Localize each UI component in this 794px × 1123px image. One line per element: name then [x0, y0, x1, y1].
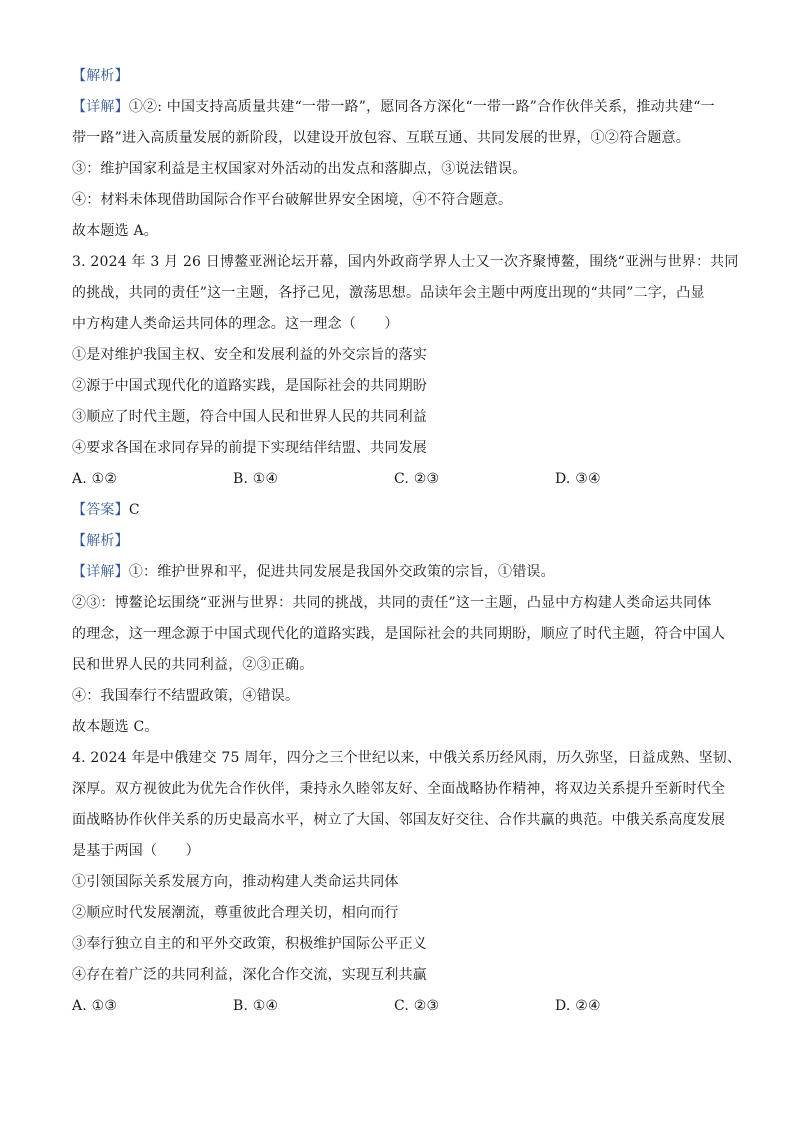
q2-detail-line: 带一路”进入高质量发展的新阶段，以建设开放包容、互联互通、共同发展的世界，①②符合题意。 — [72, 130, 690, 146]
q3-answer — [72, 495, 724, 526]
document-page — [72, 61, 742, 1022]
q4-statement: ③奉行独立自主的和平外交政策，积极维护国际公平正义 — [72, 936, 427, 952]
q3-detail-line — [72, 557, 724, 588]
q3-stem-line: 3. 2024 年 3 月 26 日博鳌亚洲论坛开幕，国内外政商学界人士又一次齐聚博鳌，围绕“亚洲与世界：共同 — [72, 254, 739, 270]
q3-answer-value: C — [128, 502, 140, 518]
q2-detail-text: ①②: 中国支持高质量共建“一带一路”，愿同各方深化“一带一路”合作伙伴关系，推动共建“一 — [128, 99, 715, 115]
q4-stem-line: 深厚。双方视彼此为优先合作伙伴，秉持永久睦邻友好、全面战略协作精神，将双边关系提升至新时代全 — [72, 781, 726, 797]
q4-stem-line: 面战略协作伙伴关系的历史最高水平，树立了大国、邻国友好交往、合作共赢的典范。中俄关系高度发展 — [72, 812, 726, 828]
q3-detail-line: ④：我国奉行不结盟政策，④错误。 — [72, 688, 300, 704]
q2-detail-line — [72, 92, 724, 123]
q3-detail-line: 民和世界人民的共同利益，②③正确。 — [72, 657, 314, 673]
q4-statement: ①引领国际关系发展方向，推动构建人类命运共同体 — [72, 874, 399, 890]
q4-option-c: C. ②③ — [394, 998, 440, 1014]
q3-option-d: D. ③④ — [555, 471, 601, 487]
q3-option-b: B. ①④ — [233, 471, 279, 487]
q3-option-c: C. ②③ — [394, 471, 440, 487]
q2-analysis-header: 【解析】 — [72, 68, 129, 84]
q2-detail-line: ③：维护国家利益是主权国家对外活动的出发点和落脚点，③说法错误。 — [72, 161, 527, 177]
q3-detail-line: 的理念，这一理念源于中国式现代化的道路实践，是国际社会的共同期盼，顺应了时代主题，符合中国人 — [72, 626, 726, 642]
q3-detail-tag: 【详解】 — [72, 564, 129, 580]
q4-option-a: A. ①③ — [72, 998, 118, 1014]
q3-statement: ③顺应了时代主题，符合中国人民和世界人民的共同利益 — [72, 409, 427, 425]
q3-detail-text: ①：维护世界和平，促进共同发展是我国外交政策的宗旨，①错误。 — [128, 564, 555, 580]
q3-statement: ②源于中国式现代化的道路实践，是国际社会的共同期盼 — [72, 378, 427, 394]
q4-option-b: B. ①④ — [233, 998, 279, 1014]
q2-detail-line: ④：材料未体现借助国际合作平台破解世界安全困境，④不符合题意。 — [72, 192, 513, 208]
q4-stem-line: 是基于两国（ ） — [72, 843, 200, 859]
q3-conclusion: 故本题选 C。 — [72, 719, 159, 735]
q3-option-a: A. ①② — [72, 471, 118, 487]
q4-statement: ②顺应时代发展潮流，尊重彼此合理关切，相向而行 — [72, 905, 399, 921]
q4-option-d: D. ②④ — [555, 998, 601, 1014]
q3-answer-tag: 【答案】 — [72, 502, 129, 518]
q3-options — [72, 464, 724, 495]
q4-stem-line: 4. 2024 年是中俄建交 75 周年，四分之三个世纪以来，中俄关系历经风雨，历久弥坚，日益成熟、坚韧、 — [72, 750, 742, 766]
q4-statement: ④存在着广泛的共同利益，深化合作交流，实现互利共赢 — [72, 967, 427, 983]
q3-analysis-header: 【解析】 — [72, 533, 129, 549]
q2-detail-tag: 【详解】 — [72, 99, 129, 115]
q4-options — [72, 991, 724, 1022]
q2-conclusion: 故本题选 A。 — [72, 223, 158, 239]
q3-statement: ④要求各国在求同存异的前提下实现结伴结盟、共同发展 — [72, 440, 427, 456]
q3-stem-line: 的挑战，共同的责任”这一主题，各抒己见，激荡思想。品读年会主题中两度出现的“共同”二字，凸显 — [72, 285, 705, 301]
q3-stem-line: 中方构建人类命运共同体的理念。这一理念（ ） — [72, 316, 399, 332]
q3-detail-line: ②③：博鳌论坛围绕“亚洲与世界：共同的挑战，共同的责任”这一主题，凸显中方构建人类命运共同体 — [72, 595, 712, 611]
q3-statement: ①是对维护我国主权、安全和发展利益的外交宗旨的落实 — [72, 347, 427, 363]
